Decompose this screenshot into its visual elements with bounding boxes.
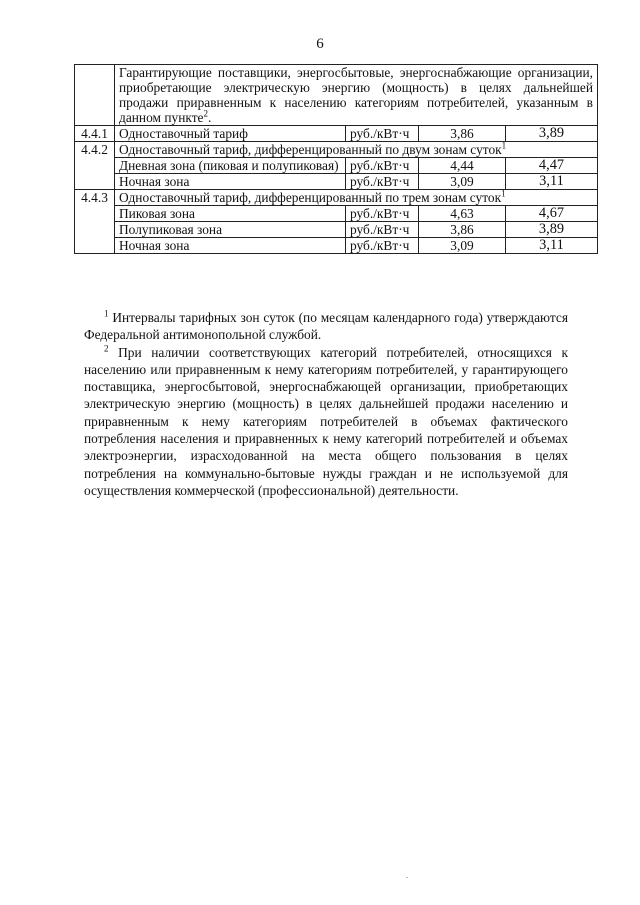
footnote-ref: 1 (501, 140, 507, 151)
row-label: Ночная зона (115, 174, 346, 190)
group-header (115, 142, 598, 158)
row-unit: руб./кВт·ч (346, 126, 419, 142)
row-value-2: 3,11 (506, 174, 598, 190)
row-unit: руб./кВт·ч (346, 222, 419, 238)
table-row (75, 238, 598, 254)
row-label: Дневная зона (пиковая и полупиковая) (115, 158, 346, 174)
footnote-2 (84, 344, 568, 500)
row-value-2: 3,89 (506, 126, 598, 142)
group-header-text: Одноставочный тариф, дифференцированный по двум зонам суток (119, 142, 502, 157)
tariff-table (74, 64, 598, 254)
code-cell-empty (75, 65, 115, 126)
table-row-group-header (75, 190, 598, 206)
footnotes (84, 309, 568, 499)
row-value-2: 3,11 (506, 238, 598, 254)
row-value-1: 3,86 (419, 222, 506, 238)
row-value-2: 3,89 (506, 222, 598, 238)
footnote-ref: 1 (501, 188, 506, 199)
row-value-1: 4,44 (419, 158, 506, 174)
footnote-ref: 2 (203, 108, 209, 119)
row-code: 4.4.1 (75, 126, 115, 142)
footnote-mark: 2 (104, 343, 109, 354)
table-row-group-header (75, 142, 598, 158)
row-label: Полупиковая зона (115, 222, 346, 238)
row-value-1: 3,09 (419, 174, 506, 190)
row-label: Ночная зона (115, 238, 346, 254)
table-row (75, 206, 598, 222)
row-value-1: 3,09 (419, 238, 506, 254)
section-intro-text: Гарантирующие поставщики, энергосбытовые, энергоснабжающие организации, приобретающие электрическую энергию (мощность) в целях дальнейшей продажи приравненным к населению категориям потребителей, указанным в данном пункте (119, 65, 593, 125)
table-row (75, 222, 598, 238)
row-unit: руб./кВт·ч (346, 238, 419, 254)
row-value-2: 4,47 (506, 158, 598, 174)
footnote-1 (84, 309, 568, 344)
row-unit: руб./кВт·ч (346, 174, 419, 190)
footnote-mark: 1 (104, 308, 109, 319)
group-header-text: Одноставочный тариф, дифференцированный по трем зонам суток (119, 190, 502, 205)
row-code: 4.4.2 (75, 142, 115, 190)
table-row (75, 174, 598, 190)
section-intro: Гарантирующие поставщики, энергосбытовые, энергоснабжающие организации, приобретающие электрическую энергию (мощность) в целях дальнейшей продажи приравненным к населению категориям потребителей, указанным в данном пункте$^2$. (115, 65, 598, 126)
table-row (75, 158, 598, 174)
footnote-text: При наличии соответствующих категорий потребителей, относящихся к населению или приравненным к нему категориям потребителей, у гарантирующего поставщика, энергосбытовой, энергоснабжающей организации, приобретающих электрическую энергию (мощность) в целях дальнейшей продажи населению и приравненным к нему категориям потребителей в объемах фактического потребления населения и приравненных к нему категорий потребителей и объемах электроэнергии, израсходованной на места общего пользования в целях потребления на коммунально-бытовые нужды граждан и не используемой для осуществления коммерческой (профессиональной) деятельности. (84, 344, 568, 498)
row-label: Одноставочный тариф (115, 126, 346, 142)
group-header (115, 190, 598, 206)
row-value-1: 4,63 (419, 206, 506, 222)
table-row (75, 126, 598, 142)
page-number: 6 (316, 36, 324, 52)
row-value-2: 4,67 (506, 206, 598, 222)
footnote-text: Интервалы тарифных зон суток (по месяцам календарного года) утверждаются Федеральной антимонопольной службой. (84, 310, 568, 343)
scan-speck: . (406, 870, 409, 880)
row-code: 4.4.3 (75, 190, 115, 254)
row-unit: руб./кВт·ч (346, 206, 419, 222)
row-label: Пиковая зона (115, 206, 346, 222)
row-value-1: 3,86 (419, 126, 506, 142)
table-row-intro (75, 65, 598, 126)
row-unit: руб./кВт·ч (346, 158, 419, 174)
